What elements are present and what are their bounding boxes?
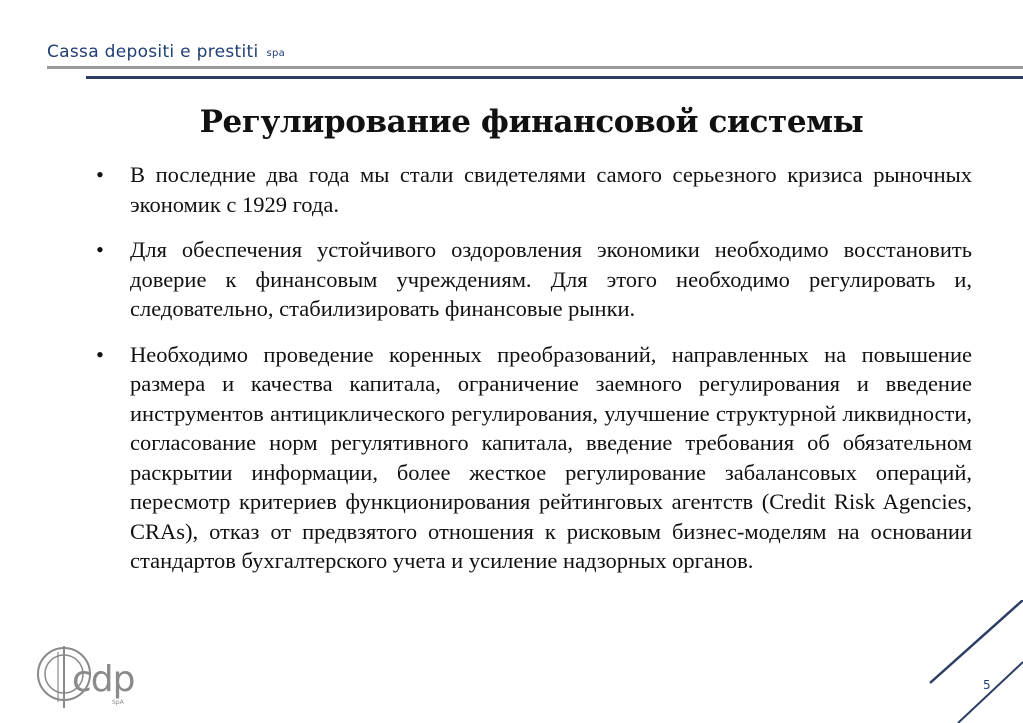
- bullet-text-2: Для обеспечения устойчивого оздоровления экономики необходимо восстановить доверие к финансовым учреждениям. Для этого необходимо регулировать и, следовательно, стабилизировать финансовые рынки.: [130, 237, 972, 321]
- bullet-text-1: В последние два года мы стали свидетелями самого серьезного кризиса рыночных экономик с 1929 года.: [130, 162, 972, 217]
- bullet-marker: •: [96, 237, 104, 262]
- header-divider-gray: [47, 66, 1023, 69]
- bullet-marker: •: [96, 162, 104, 187]
- bullet-text-3: Необходимо проведение коренных преобразований, направленных на повышение размера и качества капитала, ограничение заемного регулирования и введение инструментов антициклического регулирования, улучшение структурной ликвидности, согласование норм регулятивного капитала, введение требования об обязательном раскрытии информации, более жесткое регулирование забалансовых операций, пересмотр критериев функционирования рейтинговых агентств (Credit Risk Agencies, CRAs), отказ от предвзятого отношения к рисковым бизнес-моделям на основании стандартов бухгалтерского учета и усиление надзорных органов.: [130, 341, 972, 573]
- decorative-diagonal-lines-icon: [920, 600, 1023, 723]
- header-brand: [47, 42, 285, 62]
- bullet-item-1: [96, 160, 972, 219]
- page-number: 5: [983, 678, 991, 692]
- bullet-marker: •: [96, 341, 104, 367]
- slide-title: Регулирование финансовой системы: [199, 104, 864, 140]
- logo-text: cdp: [72, 659, 135, 700]
- bullet-item-3: [96, 340, 972, 576]
- brand-suffix: spa: [266, 48, 286, 59]
- bullet-list: [96, 160, 972, 592]
- header-divider-navy: [86, 76, 1023, 79]
- bullet-item-2: [96, 235, 972, 324]
- brand-name: Cassa depositi e prestiti: [47, 42, 259, 62]
- logo-subtext: SpA: [112, 699, 124, 706]
